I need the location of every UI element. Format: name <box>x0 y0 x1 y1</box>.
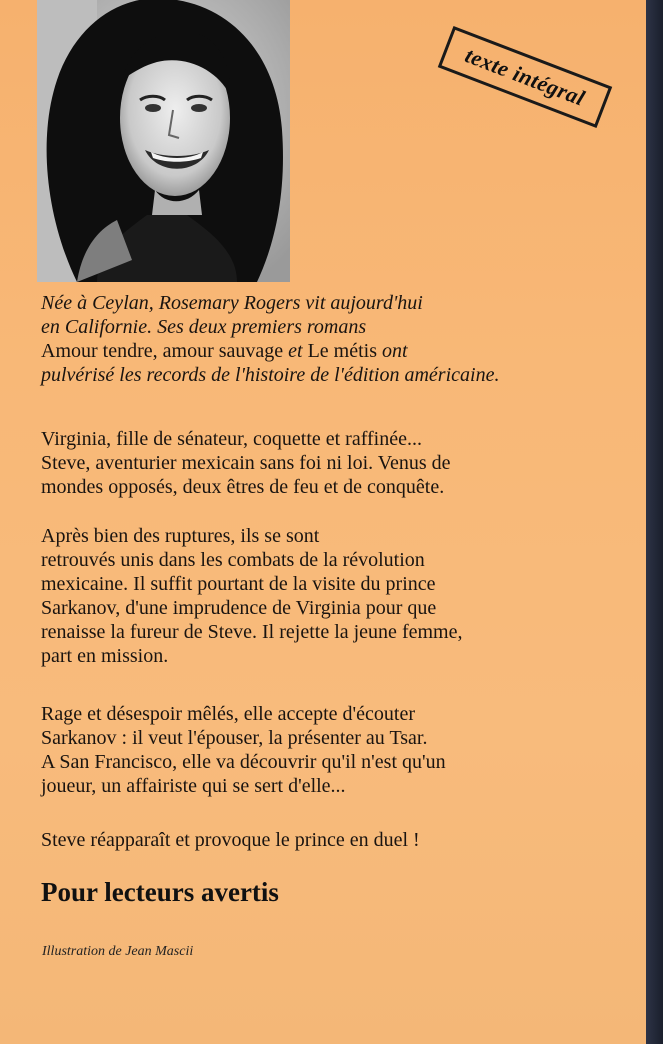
bio-line <box>41 339 641 363</box>
synopsis-paragraph-2 <box>41 524 641 668</box>
bio-line: en Californie. Ses deux premiers romans <box>41 316 367 338</box>
text-line: mondes opposés, deux êtres de feu et de conquête. <box>41 476 445 498</box>
book-title: Le métis <box>307 340 378 362</box>
text-line: renaisse la fureur de Steve. Il rejette la jeune femme, <box>41 621 463 643</box>
text-line: Sarkanov, d'une imprudence de Virginia pour que <box>41 597 437 619</box>
text-line: Steve réapparaît et provoque le prince en duel ! <box>41 829 420 851</box>
stamp-label: texte intégral <box>461 42 589 111</box>
synopsis-paragraph-3 <box>41 702 641 798</box>
text-line: mexicaine. Il suffit pourtant de la visite du prince <box>41 573 436 595</box>
text-line: joueur, un affairiste qui se sert d'elle... <box>41 775 346 797</box>
text-line: Steve, aventurier mexicain sans foi ni loi. Venus de <box>41 452 451 474</box>
text-line: Sarkanov : il veut l'épouser, la présenter au Tsar. <box>41 727 428 749</box>
bio-line: pulvérisé les records de l'histoire de l'édition américaine. <box>41 364 500 386</box>
text-line: retrouvés unis dans les combats de la révolution <box>41 549 425 571</box>
text-line: part en mission. <box>41 645 169 667</box>
book-title: Amour tendre, amour sauvage <box>41 340 284 362</box>
bio-text: et <box>283 340 308 362</box>
bio-line: Née à Ceylan, Rosemary Rogers vit aujourd'hui <box>41 292 423 314</box>
author-bio <box>41 291 641 387</box>
text-line: Rage et désespoir mêlés, elle accepte d'écouter <box>41 703 415 725</box>
cover-edge <box>646 0 663 1044</box>
author-photo <box>37 0 290 282</box>
text-line: Virginia, fille de sénateur, coquette et raffinée... <box>41 428 422 450</box>
text-line: A San Francisco, elle va découvrir qu'il n'est qu'un <box>41 751 446 773</box>
illustration-credit: Illustration de Jean Mascii <box>42 944 194 959</box>
reader-warning: Pour lecteurs avertis <box>41 877 279 907</box>
synopsis-paragraph-4 <box>41 828 641 852</box>
bio-text: ont <box>377 340 408 362</box>
text-line: Après bien des ruptures, ils se sont <box>41 525 320 547</box>
synopsis-paragraph-1 <box>41 427 641 499</box>
